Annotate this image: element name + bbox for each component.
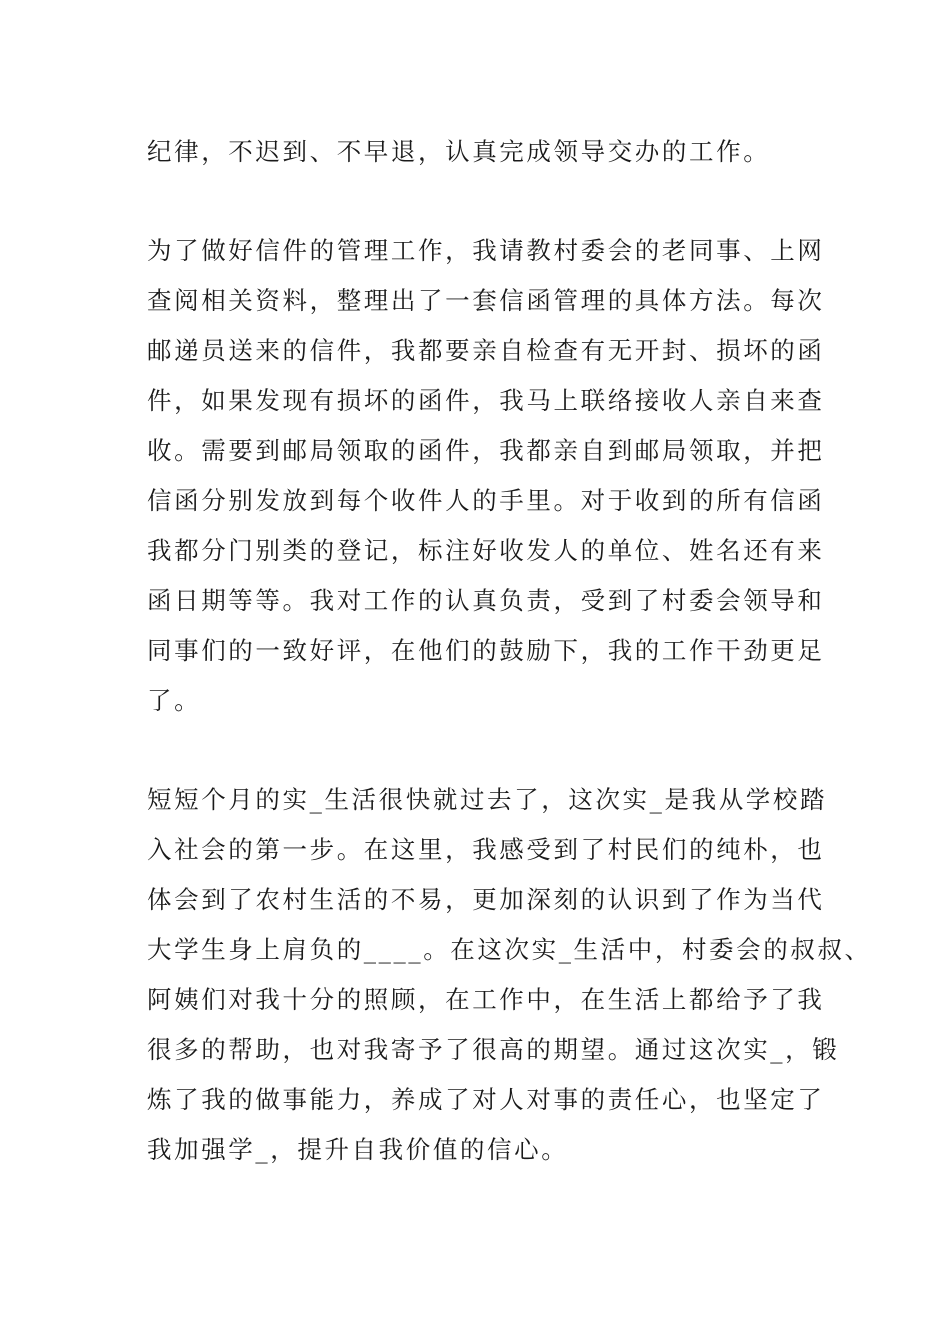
text-line: 大学生身上肩负的____。在这次实_生活中，村委会的叔叔、 [147,935,872,964]
text-line: 函日期等等。我对工作的认真负责，受到了村委会领导和 [147,586,825,615]
text-line: 很多的帮助，也对我寄予了很高的期望。通过这次实_，锻 [147,1035,840,1064]
text-line: 炼了我的做事能力，养成了对人对事的责任心，也坚定了 [147,1085,825,1114]
text-line: 同事们的一致好评，在他们的鼓励下，我的工作干劲更足 [147,636,825,665]
text-line: 件，如果发现有损坏的函件，我马上联络接收人亲自来查 [147,386,825,415]
text-line: 信函分别发放到每个收件人的手里。对于收到的所有信函 [147,486,825,515]
text-line: 邮递员送来的信件，我都要亲自检查有无开封、损坏的函 [147,336,825,365]
text-line: 入社会的第一步。在这里，我感受到了村民们的纯朴，也 [147,835,825,864]
text-line: 查阅相关资料，整理出了一套信函管理的具体方法。每次 [147,286,825,315]
text-line: 了。 [147,686,202,715]
text-line: 纪律，不迟到、不早退，认真完成领导交办的工作。 [147,137,771,166]
text-line: 短短个月的实_生活很快就过去了，这次实_是我从学校踏 [147,785,828,814]
text-line: 收。需要到邮局领取的函件，我都亲自到邮局领取，并把 [147,436,825,465]
text-line: 体会到了农村生活的不易，更加深刻的认识到了作为当代 [147,885,825,914]
text-line: 为了做好信件的管理工作，我请教村委会的老同事、上网 [147,236,825,265]
text-line: 我加强学_，提升自我价值的信心。 [147,1135,569,1164]
text-line: 我都分门别类的登记，标注好收发人的单位、姓名还有来 [147,536,825,565]
text-line: 阿姨们对我十分的照顾，在工作中，在生活上都给予了我 [147,985,825,1014]
